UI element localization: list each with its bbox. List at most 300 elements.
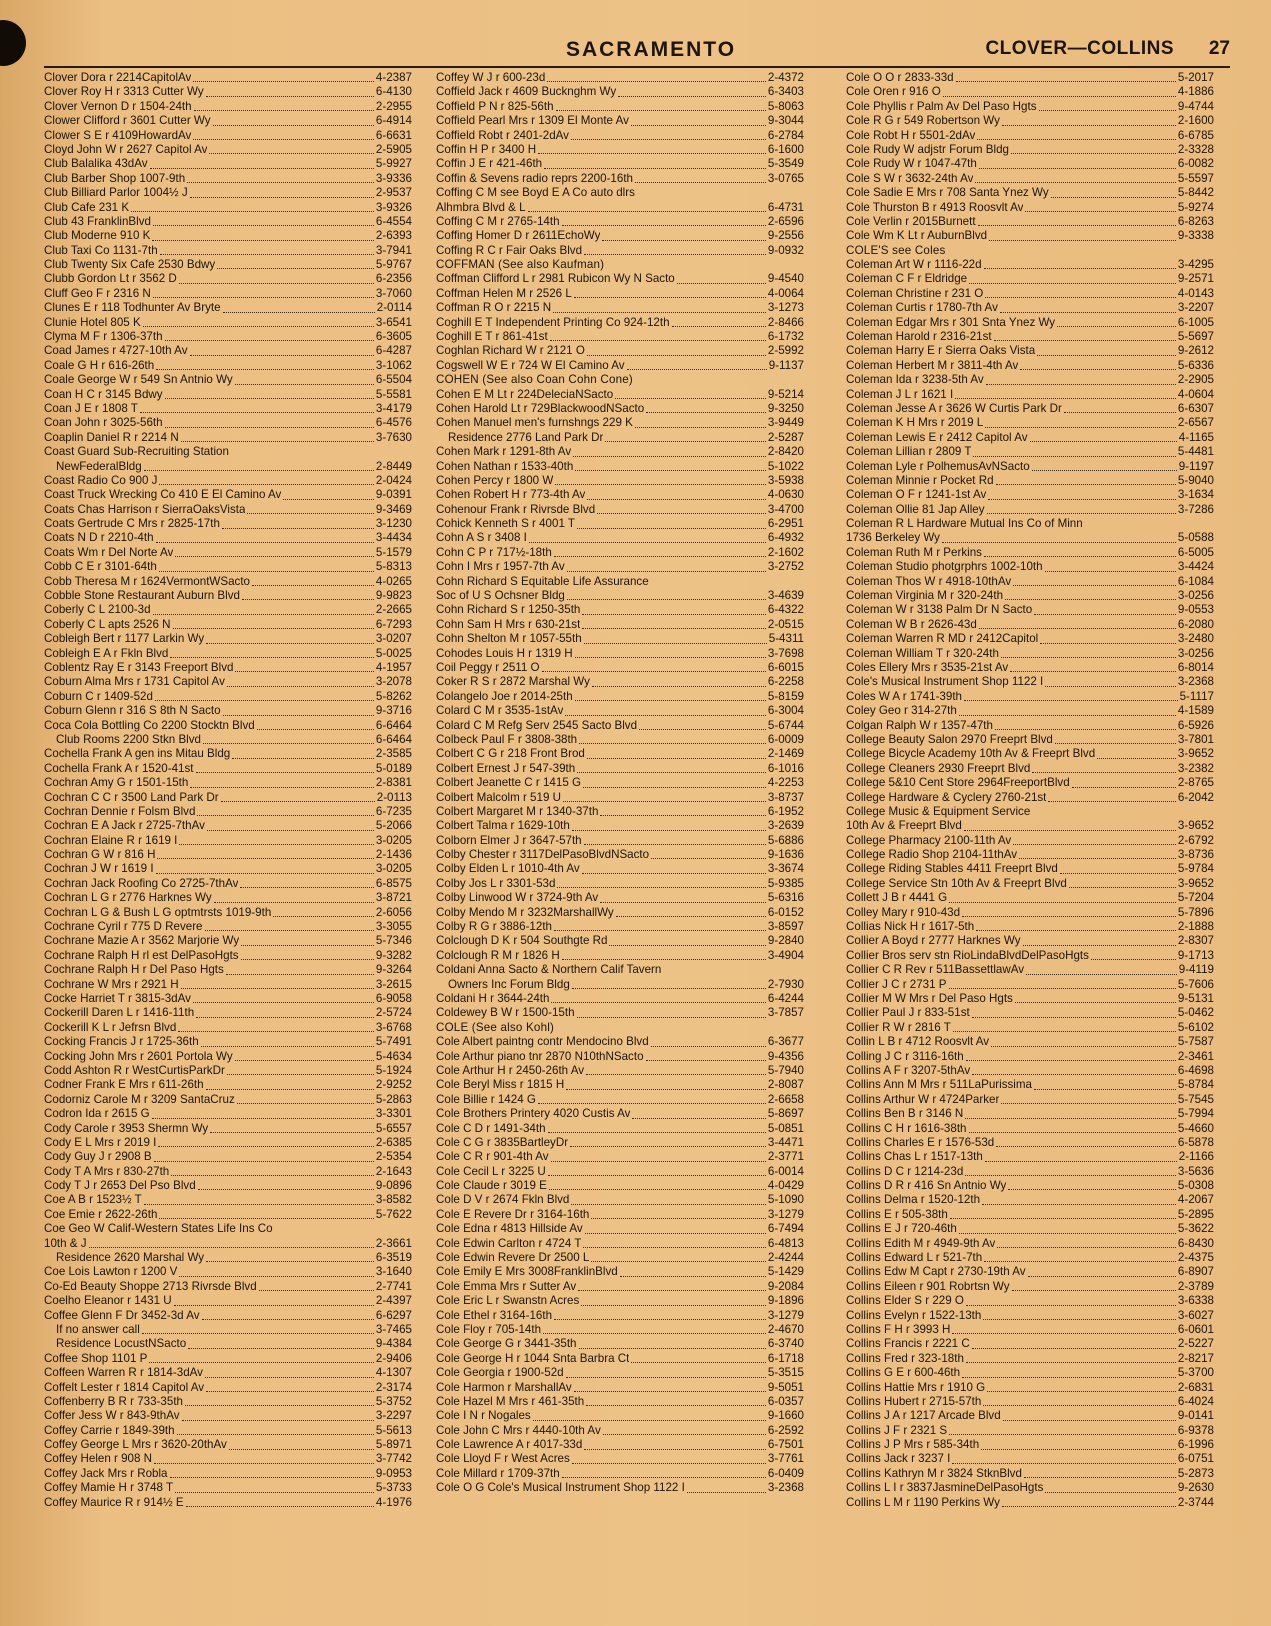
listing-name: Clower S E r 4109HowardAv	[44, 128, 192, 142]
listing-name: Club 43 FranklinBlvd	[44, 214, 151, 228]
dot-leader	[962, 916, 1176, 917]
listing-name: Cohn C P r 717½-18th	[436, 545, 552, 559]
phone-number: 9-0553	[1177, 603, 1214, 617]
dot-leader	[585, 1233, 766, 1234]
phone-number: 9-9823	[375, 589, 412, 603]
dot-leader	[964, 830, 1176, 831]
listing-entry	[436, 272, 804, 286]
listing-name: Cockerill K L r Jefrsn Blvd	[44, 1020, 177, 1034]
dot-leader	[174, 1305, 374, 1306]
phone-number: 6-6015	[767, 661, 804, 674]
listing-name: Colbert C G r 218 Front Brod	[436, 747, 585, 761]
phone-number: 3-7060	[375, 286, 412, 300]
dot-leader	[973, 456, 1175, 457]
listing-name: Cole Sadie E Mrs r 708 Santa Ynez Wy	[846, 186, 1049, 200]
dot-leader	[1008, 1189, 1176, 1190]
listing-entry	[846, 301, 1214, 315]
dot-leader	[549, 1189, 766, 1190]
phone-number: 3-4424	[1177, 560, 1214, 574]
listing-name: Collins Ann M Mrs r 511LaPurissima	[846, 1078, 1032, 1092]
listing-name: Codorniz Carole M r 3209 SantaCruz	[44, 1092, 235, 1106]
phone-number: 3-9652	[1177, 876, 1214, 890]
listing-entry	[436, 1222, 804, 1236]
phone-number: 2-6831	[1177, 1380, 1214, 1394]
dot-leader	[567, 571, 766, 572]
dot-leader	[570, 1146, 766, 1147]
phone-number: 3-8737	[767, 790, 804, 804]
dot-leader	[651, 858, 766, 859]
dot-leader	[173, 628, 374, 629]
dot-leader	[227, 1074, 374, 1075]
listing-name: Coleman J L r 1621 I	[846, 387, 954, 401]
phone-number: 3-3301	[375, 1107, 412, 1121]
dot-leader	[677, 283, 766, 284]
dot-leader	[577, 1017, 766, 1018]
dot-leader	[972, 1017, 1176, 1018]
dot-leader	[175, 1492, 374, 1493]
phone-number: 3-3674	[767, 862, 804, 876]
dot-leader	[1011, 153, 1176, 154]
listing-entry	[436, 1438, 804, 1452]
phone-number: 3-1640	[375, 1265, 412, 1279]
listing-name: College Bicycle Academy 10th Av & Freeprt Blvd	[846, 747, 1096, 761]
listing-name: Collier R W r 2816 T	[846, 1020, 951, 1034]
dot-leader	[193, 139, 374, 140]
listing-entry	[846, 877, 1214, 891]
listing-name: Cole Eric L r Swanstn Acres	[436, 1294, 580, 1308]
listing-name: Cochrane Cyril r 775 D Revere	[44, 920, 203, 934]
listing-entry	[44, 186, 412, 200]
listing-name: Coffin & Sevens radio reprs 2200-16th	[436, 171, 633, 185]
listing-name: Coast Guard Sub-Recruiting Station	[44, 445, 229, 459]
phone-number: 2-6056	[375, 905, 412, 919]
listing-name: College Riding Stables 4411 Freeprt Blvd	[846, 862, 1058, 876]
phone-number: 5-7622	[375, 1207, 412, 1221]
phone-number: 2-6393	[375, 229, 412, 243]
listing-entry	[846, 1294, 1214, 1308]
listing-name: Colangelo Joe r 2014-25th	[436, 689, 573, 703]
listing-entry	[436, 474, 804, 488]
listing-entry	[436, 431, 804, 445]
listing-name: Coale George W r 549 Sn Antnio Wy	[44, 373, 233, 387]
phone-number: 5-8262	[375, 689, 412, 703]
listing-entry	[436, 1265, 804, 1279]
listing-entry	[436, 143, 804, 157]
dot-leader	[553, 312, 766, 313]
listing-entry	[44, 71, 412, 85]
listing-entry	[846, 776, 1214, 790]
listing-name: Residence LocustNSacto	[56, 1337, 187, 1351]
listing-entry	[44, 891, 412, 905]
phone-number: 5-5581	[375, 387, 412, 401]
dot-leader	[600, 902, 766, 903]
listing-entry	[846, 791, 1214, 805]
phone-number: 5-2066	[375, 819, 412, 833]
phone-number: 4-0429	[767, 1179, 804, 1193]
listing-entry	[436, 747, 804, 761]
dot-leader	[562, 1477, 766, 1478]
dot-leader	[175, 556, 374, 557]
listing-entry	[846, 1165, 1214, 1179]
dot-leader	[194, 110, 374, 111]
phone-number: 3-7698	[767, 646, 804, 660]
listing-name: Cole Hazel M Mrs r 461-35th	[436, 1394, 585, 1408]
dot-leader	[179, 283, 374, 284]
listing-name: Cody T J r 2653 Del Pso Blvd	[44, 1179, 196, 1193]
listing-entry	[44, 992, 412, 1006]
phone-number: 6-5504	[375, 373, 412, 387]
listing-name: Cole C D r 1491-34th	[436, 1121, 546, 1135]
phone-number: 6-0152	[767, 905, 804, 919]
dot-leader	[542, 671, 766, 672]
listing-name: Cody T A Mrs r 830-27th	[44, 1164, 170, 1178]
phone-number: 3-7857	[767, 1006, 804, 1020]
dot-leader	[603, 1434, 766, 1435]
listing-name: Cole C R r 901-4th Av	[436, 1150, 549, 1164]
listing-entry	[44, 963, 412, 977]
listing-name: Club Cafe 231 K	[44, 200, 130, 214]
listing-name: Collins Arthur W r 4724Parker	[846, 1092, 1000, 1106]
listing-entry	[44, 603, 412, 617]
phone-number: 4-0630	[767, 488, 804, 502]
dot-leader	[985, 297, 1176, 298]
listing-name: Collins Francis r 2221 C	[846, 1337, 970, 1351]
dot-leader	[190, 197, 374, 198]
listing-entry	[436, 819, 804, 833]
phone-number: 2-5227	[1177, 1337, 1214, 1351]
listing-entry	[436, 344, 804, 358]
listing-name: Coffman R O r 2215 N	[436, 301, 552, 315]
listing-name: Coleman Warren R MD r 2412Capitol	[846, 632, 1039, 646]
listing-entry	[436, 71, 804, 85]
dot-leader	[187, 182, 374, 183]
listing-entry	[44, 1237, 412, 1251]
listing-entry	[436, 733, 804, 747]
dot-leader	[202, 1319, 374, 1320]
phone-number: 3-2615	[375, 977, 412, 991]
listing-name: Coil Peggy r 2511 O	[436, 661, 540, 674]
phone-number: 6-4914	[375, 114, 412, 128]
listing-entry	[44, 1481, 412, 1495]
dot-leader	[567, 599, 766, 600]
listing-name: Coale G H r 616-26th	[44, 358, 155, 372]
listing-entry	[846, 517, 1214, 531]
dot-leader	[152, 1118, 374, 1119]
phone-number: 5-7491	[375, 1035, 412, 1049]
phone-number: 9-3716	[375, 704, 412, 718]
phone-number: 2-9537	[375, 186, 412, 200]
dot-leader	[577, 772, 766, 773]
phone-number: 9-3264	[375, 963, 412, 977]
listing-name: Alhmbra Blvd & L	[436, 200, 526, 214]
listing-name: Cody Carole r 3953 Shermn Wy	[44, 1121, 209, 1135]
dot-leader	[1045, 686, 1176, 687]
listing-entry	[846, 474, 1214, 488]
listing-entry	[44, 560, 412, 574]
listing-entry	[846, 460, 1214, 474]
phone-number: 2-3174	[375, 1380, 412, 1394]
dot-leader	[1026, 974, 1177, 975]
listing-entry	[44, 1093, 412, 1107]
phone-number: 3-0205	[375, 833, 412, 847]
listing-name: Colbert Margaret M r 1340-37th	[436, 804, 599, 818]
listing-name: Collins J F r 2321 S	[846, 1423, 948, 1437]
dot-leader	[1045, 571, 1176, 572]
phone-number: 3-8721	[375, 891, 412, 905]
phone-number: 5-8697	[767, 1107, 804, 1121]
phone-number: 2-1602	[767, 545, 804, 559]
listing-entry	[436, 1107, 804, 1121]
listing-entry	[846, 862, 1214, 876]
dot-leader	[543, 1333, 766, 1334]
page-number: 27	[1208, 38, 1230, 59]
listing-name: Cohn Richard S r 1250-35th	[436, 603, 581, 617]
dot-leader	[965, 1118, 1176, 1119]
dot-leader	[582, 873, 766, 874]
phone-number: 3-0256	[1177, 646, 1214, 660]
phone-number: 6-3004	[767, 704, 804, 718]
phone-number: 5-7606	[1177, 977, 1214, 991]
listing-name: Coleman O F r 1241-1st Av	[846, 488, 987, 502]
dot-leader	[600, 815, 766, 816]
listing-name: Collias Nick H r 1617-5th	[846, 920, 975, 934]
phone-number: 3-4471	[767, 1135, 804, 1149]
dot-leader	[584, 1449, 766, 1450]
listing-entry	[846, 1107, 1214, 1121]
listing-name: Coffield Jack r 4609 Bucknghm Wy	[436, 85, 617, 99]
dot-leader	[257, 729, 374, 730]
dot-leader	[551, 1002, 765, 1003]
listing-name: Clunie Hotel 805 K	[44, 315, 141, 329]
listing-entry	[436, 100, 804, 114]
dot-leader	[186, 1506, 374, 1507]
dot-leader	[627, 369, 767, 370]
listing-name: Collins C H r 1616-38th	[846, 1121, 967, 1135]
listing-entry	[436, 949, 804, 963]
dot-leader	[201, 1046, 374, 1047]
listing-name: Coaplin Daniel R r 2214 N	[44, 430, 179, 444]
dot-leader	[544, 168, 766, 169]
phone-number: 6-0009	[767, 732, 804, 746]
listing-entry	[436, 301, 804, 315]
listing-entry	[436, 877, 804, 891]
dot-leader	[975, 182, 1176, 183]
listing-name: Coffman Clifford L r 2981 Rubicon Wy N Sacto	[436, 272, 675, 286]
dot-leader	[209, 153, 373, 154]
dot-leader	[206, 1391, 374, 1392]
dot-leader	[635, 182, 766, 183]
listing-entry	[44, 316, 412, 330]
dot-leader	[949, 902, 1176, 903]
phone-number: 5-0189	[375, 761, 412, 775]
dot-leader	[964, 700, 1178, 701]
dot-leader	[583, 1247, 765, 1248]
dot-leader	[987, 513, 1176, 514]
listing-entry	[436, 388, 804, 402]
phone-number: 5-2873	[1177, 1466, 1214, 1480]
listing-entry	[846, 503, 1214, 517]
phone-number: 3-2297	[375, 1409, 412, 1423]
listing-entry	[44, 877, 412, 891]
listing-entry	[44, 215, 412, 229]
listing-entry	[846, 719, 1214, 733]
listing-entry	[846, 1237, 1214, 1251]
dot-leader	[1023, 945, 1176, 946]
phone-number: 6-7293	[375, 617, 412, 631]
listing-name: Coe Geo W Calif-Western States Life Ins Co	[44, 1222, 273, 1236]
phone-number: 6-8014	[1177, 661, 1214, 674]
listing-name: Cochran J W r 1619 I	[44, 862, 154, 876]
phone-number: 9-4356	[767, 1049, 804, 1063]
dot-leader	[207, 830, 374, 831]
phone-number: 3-8582	[375, 1193, 412, 1207]
phone-number: 6-0014	[767, 1164, 804, 1178]
phone-number: 2-7930	[767, 977, 804, 991]
dot-leader	[1002, 125, 1176, 126]
dot-leader	[154, 1161, 374, 1162]
dot-leader	[1002, 1506, 1176, 1507]
listing-entry	[436, 1409, 804, 1423]
dot-leader	[1020, 369, 1176, 370]
phone-number: 6-4287	[375, 344, 412, 358]
listing-name: Coleman Ollie 81 Jap Alley	[846, 502, 985, 516]
listing-entry	[436, 1050, 804, 1064]
phone-number: 3-9336	[375, 171, 412, 185]
listing-name: Cohen E M Lt r 224DeleciaNSacto	[436, 387, 614, 401]
phone-number: 6-9058	[375, 991, 412, 1005]
phone-number: 3-7941	[375, 243, 412, 257]
dot-leader	[639, 729, 766, 730]
listing-name: College Service Stn 10th Av & Freeprt Blvd	[846, 876, 1067, 890]
phone-number: 3-0765	[767, 171, 804, 185]
listing-name: Coffing R C r Fair Oaks Blvd	[436, 243, 583, 257]
listing-entry	[846, 747, 1214, 761]
dot-leader	[1030, 441, 1177, 442]
dot-leader	[1012, 1290, 1176, 1291]
listing-name: COHEN (See also Coan Cohn Cone)	[436, 373, 633, 387]
listing-name: College Cleaners 2930 Freeprt Blvd	[846, 761, 1031, 775]
listing-entry	[846, 388, 1214, 402]
listing-name: Coffee Glenn F Dr 3452-3d Av	[44, 1308, 200, 1322]
listing-name: Owners Inc Forum Bldg	[448, 977, 570, 991]
listing-name: Coleman Lillian r 2809 T	[846, 445, 972, 459]
directory-column-3	[846, 71, 1214, 1591]
phone-number: 5-1022	[767, 459, 804, 473]
listing-name: Coffey Carrie r 1849-39th	[44, 1423, 175, 1437]
phone-number: 9-3250	[767, 401, 804, 415]
listing-entry	[846, 647, 1214, 661]
listing-name: Cohodes Louis H r 1319 H	[436, 646, 573, 660]
listing-entry	[44, 1251, 412, 1265]
phone-number: 6-6631	[375, 128, 412, 142]
phone-number: 6-2080	[1177, 617, 1214, 631]
listing-entry	[436, 762, 804, 776]
dot-leader	[583, 787, 766, 788]
dot-leader	[631, 1362, 766, 1363]
listing-entry	[846, 1251, 1214, 1265]
listing-entry	[846, 330, 1214, 344]
listing-entry	[44, 402, 412, 416]
listing-name: Collins Ben B r 3146 N	[846, 1107, 964, 1121]
dot-leader	[528, 211, 766, 212]
listing-entry	[846, 575, 1214, 589]
dot-leader	[1097, 758, 1176, 759]
dot-leader	[188, 1348, 374, 1349]
listing-entry	[846, 1309, 1214, 1323]
dot-leader	[996, 1146, 1176, 1147]
dot-leader	[969, 283, 1176, 284]
phone-number: 6-4024	[1177, 1394, 1214, 1408]
listing-name: Collins Edith M r 4949-9th Av	[846, 1236, 996, 1250]
dot-leader	[171, 1175, 374, 1176]
phone-number: 9-4744	[1177, 99, 1214, 113]
dot-leader	[566, 1377, 766, 1378]
listing-name: Coghill E T r 861-41st	[436, 330, 548, 344]
phone-number: 6-7501	[767, 1438, 804, 1452]
dot-leader	[182, 1420, 374, 1421]
listing-entry	[846, 1021, 1214, 1035]
dot-leader	[952, 1333, 1176, 1334]
listing-entry	[44, 85, 412, 99]
phone-number: 3-4179	[375, 401, 412, 415]
phone-number: 6-1996	[1177, 1438, 1214, 1452]
listing-name: Cobb C E r 3101-64th	[44, 560, 157, 574]
phone-number: 9-4119	[1178, 963, 1214, 977]
phone-number: 5-1924	[375, 1063, 412, 1077]
phone-number: 3-8597	[767, 920, 804, 934]
dot-leader	[1001, 1103, 1176, 1104]
listing-name: Cohen Mark r 1291-8th Av	[436, 445, 572, 459]
listing-name: Coleman Jesse A r 3626 W Curtis Park Dr	[846, 401, 1062, 415]
listing-entry	[44, 229, 412, 243]
listing-name: Colbert Ernest J r 547-39th	[436, 761, 576, 775]
dot-leader	[959, 715, 1176, 716]
listing-name: Colbert Talma r 1629-10th	[436, 819, 570, 833]
listing-entry	[436, 373, 804, 387]
listing-name: Cochran E A Jack r 2725-7thAv	[44, 819, 205, 833]
city-title: SACRAMENTO	[565, 38, 737, 61]
dot-leader	[987, 1391, 1176, 1392]
dot-leader	[562, 225, 766, 226]
dot-leader	[538, 1103, 766, 1104]
listing-name: Coffing C M r 2765-14th	[436, 214, 560, 228]
dot-leader	[152, 240, 374, 241]
dot-leader	[586, 1405, 766, 1406]
dot-leader	[1025, 211, 1175, 212]
listing-name: Coe Emie r 2622-26th	[44, 1207, 158, 1221]
dot-leader	[965, 1175, 1176, 1176]
listing-name: Cloyd John W r 2627 Capitol Av	[44, 142, 208, 156]
dot-leader	[574, 1391, 766, 1392]
listing-entry	[436, 201, 804, 215]
listing-name: Cole Billie r 1424 G	[436, 1092, 536, 1106]
phone-number: 3-7630	[375, 430, 412, 444]
listing-entry	[436, 963, 804, 977]
dot-leader	[577, 528, 766, 529]
dot-leader	[969, 1132, 1176, 1133]
phone-number: 6-3740	[767, 1337, 804, 1351]
listing-name: Coca Cola Bottling Co 2200 Stocktn Blvd	[44, 718, 255, 732]
listing-entry	[846, 690, 1214, 704]
listing-name: Cody E L Mrs r 2019 I	[44, 1135, 157, 1149]
listing-entry	[436, 258, 804, 272]
phone-number: 6-0751	[1177, 1452, 1214, 1466]
phone-number: 5-2863	[375, 1092, 412, 1106]
dot-leader	[584, 254, 766, 255]
phone-number: 9-3469	[375, 502, 412, 516]
listing-name: Colby Linwood W r 3724-9th Av	[436, 891, 599, 905]
listing-name: Coffield Pearl Mrs r 1309 El Monte Av	[436, 114, 629, 128]
